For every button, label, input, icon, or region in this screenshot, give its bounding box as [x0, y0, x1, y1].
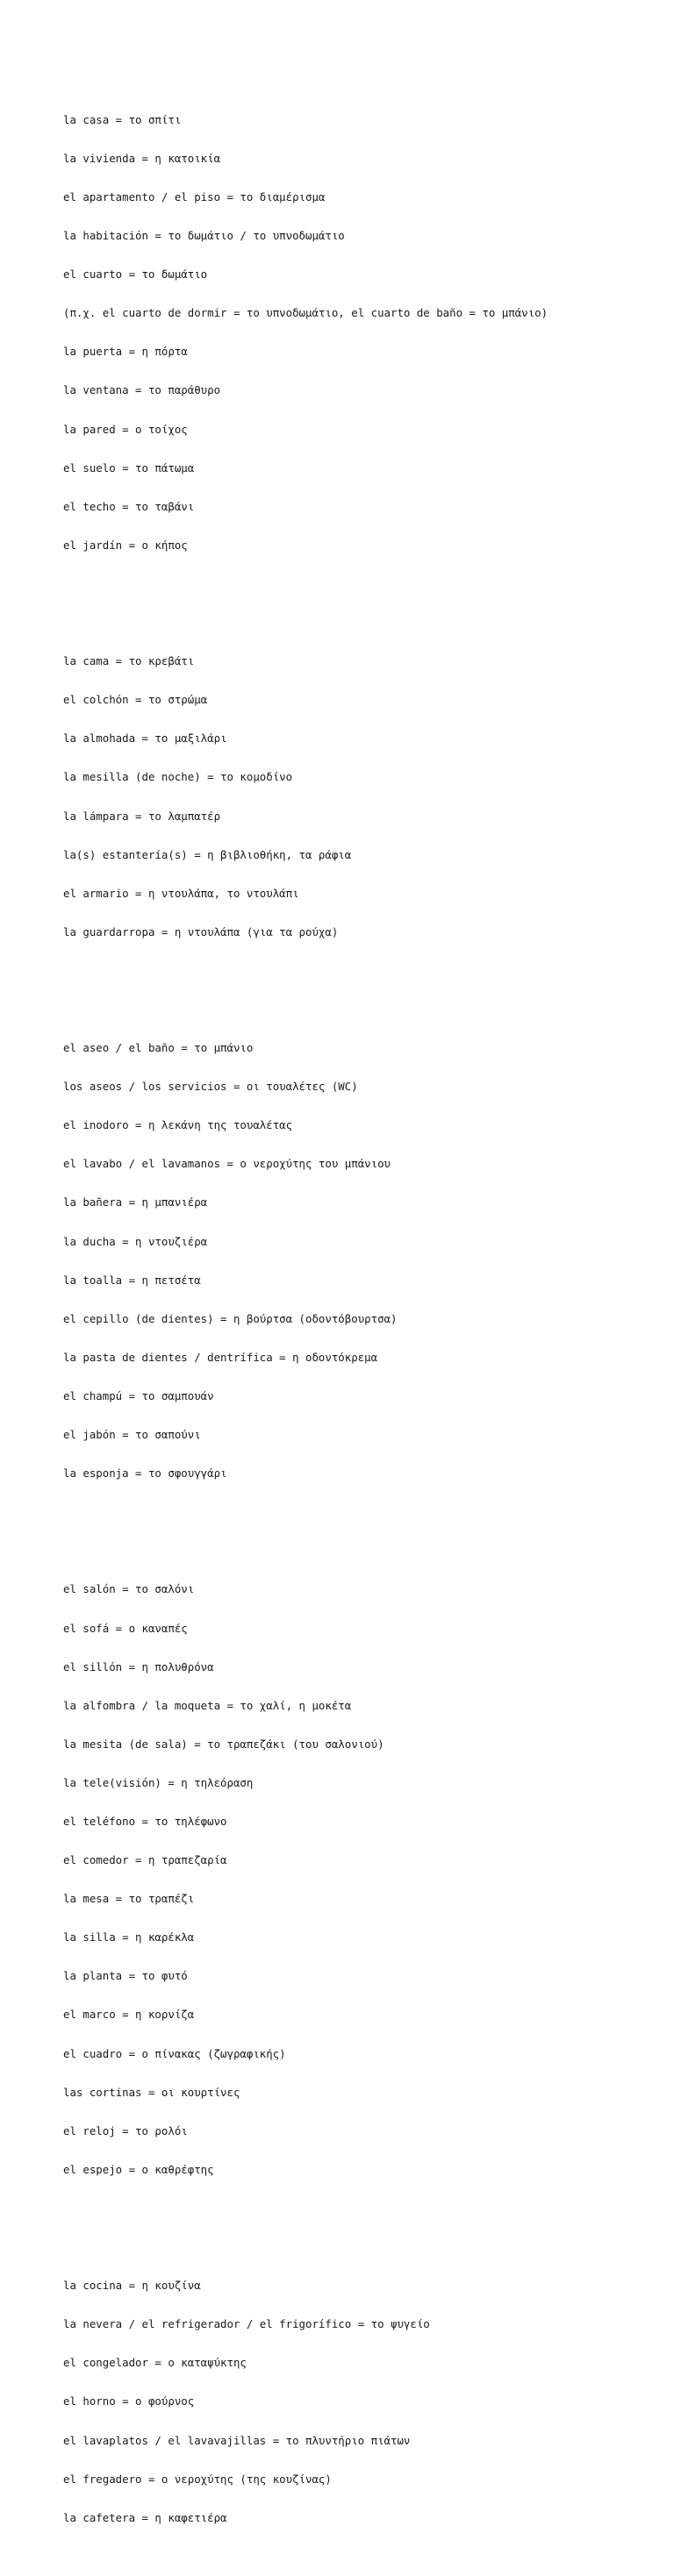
- vocab-line: la mesita (de sala) = το τραπεζάκι (του σαλονιού): [63, 1737, 384, 1751]
- vocab-line: el marco = η κορνίζα: [63, 2008, 195, 2022]
- vocab-line: la casa = το σπίτι: [63, 112, 182, 126]
- vocab-line: la puerta = η πόρτα: [63, 345, 188, 359]
- vocab-line: el suelo = το πάτωμα: [63, 460, 195, 475]
- vocab-line: el congelador = ο καταψύκτης: [63, 2356, 247, 2370]
- vocab-line: la guardarropa = η ντουλάπα (για τα ρούχα): [63, 924, 339, 938]
- vocab-line: la planta = το φυτό: [63, 1969, 188, 1983]
- vocab-line: la almohada = το μαξιλάρι: [63, 731, 227, 746]
- vocab-line: la habitación = το δωμάτιο / το υπνοδωμάτιο: [63, 229, 345, 243]
- vocab-line: la vivienda = η κατοικία: [63, 151, 221, 165]
- vocab-line: la mesilla (de noche) = το κομοδίνο: [63, 770, 293, 784]
- vocab-line: la silla = η καρέκλα: [63, 1930, 195, 1944]
- vocab-line: el cuadro = ο πίνακας (ζωγραφικής): [63, 2046, 286, 2060]
- vocab-group-kitchen: [63, 2254, 660, 2551]
- vocab-line: el horno = ο φούρνος: [63, 2394, 195, 2408]
- vocab-line: el teléfono = το τηλέφωνο: [63, 1814, 227, 1828]
- vocab-line: la toalla = η πετσέτα: [63, 1273, 201, 1287]
- vocab-group-bedroom: [63, 630, 660, 965]
- vocab-group-bathroom: [63, 1017, 660, 1507]
- vocab-line: la pared = ο τοίχος: [63, 422, 188, 436]
- vocab-line: el comedor = η τραπεζαρία: [63, 1853, 227, 1867]
- vocab-line: la tele(visión) = η τηλεόραση: [63, 1775, 254, 1789]
- vocab-line: el apartamento / el piso = το διαμέρισμα: [63, 190, 326, 203]
- vocab-line: la esponja = το σφουγγάρι: [63, 1466, 227, 1481]
- vocab-line: el lavaplatos / el lavavajillas = το πλυντήριο πιάτων: [63, 2433, 411, 2447]
- vocab-line: el espejo = ο καθρέφτης: [63, 2162, 214, 2176]
- vocab-line: el cepillo (de dientes) = η βούρτσα (οδοντόβουρτσα): [63, 1311, 398, 1325]
- vocab-line: la lámpara = το λαμπατέρ: [63, 809, 221, 823]
- vocab-line: la bañera = η μπανιέρα: [63, 1195, 208, 1210]
- vocab-line: el inodoro = η λεκάνη της τουαλέτας: [63, 1118, 293, 1132]
- vocab-line: el lavabo / el lavamanos = ο νεροχύτης του μπάνιου: [63, 1157, 391, 1171]
- vocab-line: el sofá = ο καναπές: [63, 1621, 188, 1635]
- vocab-line: el techo = το ταβάνι: [63, 499, 195, 513]
- vocab-line: la cocina = η κουζίνα: [63, 2279, 201, 2293]
- vocab-line: los aseos / los servicios = οι τουαλέτες (WC): [63, 1080, 358, 1094]
- vocab-line: el jabón = το σαπούνι: [63, 1428, 201, 1442]
- vocab-line: el reloj = το ρολόι: [63, 2123, 188, 2137]
- vocab-line: el jardín = ο κήπος: [63, 538, 188, 552]
- vocab-line: el armario = η ντουλάπα, το ντουλάπι: [63, 886, 299, 900]
- vocab-line: el sillón = η πολυθρόνα: [63, 1659, 214, 1673]
- vocab-line: (π.χ. el cuarto de dormir = το υπνοδωμάτιο, el cuarto de baño = το μπάνιο): [63, 306, 549, 320]
- vocab-line: el cuarto = το δωμάτιο: [63, 268, 208, 282]
- vocab-line: la ventana = το παράθυρο: [63, 383, 221, 397]
- vocab-line: el aseo / el baño = το μπάνιο: [63, 1041, 254, 1055]
- vocab-line: la cafetera = η καφετιέρα: [63, 2510, 227, 2524]
- vocab-line: la pasta de dientes / dentrífica = η οδοντόκρεμα: [63, 1350, 378, 1364]
- vocab-line: la alfombra / la moqueta = το χαλί, η μοκέτα: [63, 1698, 352, 1712]
- vocab-line: la(s) estantería(s) = η βιβλιοθήκη, τα ράφια: [63, 847, 352, 861]
- vocab-line: el champú = το σαμπουάν: [63, 1388, 214, 1402]
- vocab-line: el fregadero = ο νεροχύτης (της κουζίνας): [63, 2472, 332, 2486]
- vocab-line: el salón = το σαλόνι: [63, 1582, 195, 1596]
- vocab-group-living-room: [63, 1558, 660, 2202]
- vocab-line: las cortinas = οι κουρτίνες: [63, 2085, 240, 2099]
- vocab-line: la nevera / el refrigerador / el frigorífico = το ψυγείο: [63, 2317, 430, 2331]
- vocab-line: el colchón = το στρώμα: [63, 693, 208, 707]
- vocab-group-house: [63, 88, 660, 578]
- vocab-line: la cama = το κρεβάτι: [63, 654, 195, 668]
- vocab-line: la ducha = η ντουζιέρα: [63, 1234, 208, 1248]
- vocab-line: la mesa = το τραπέζι: [63, 1892, 195, 1906]
- vocabulary-page: [63, 62, 660, 2576]
